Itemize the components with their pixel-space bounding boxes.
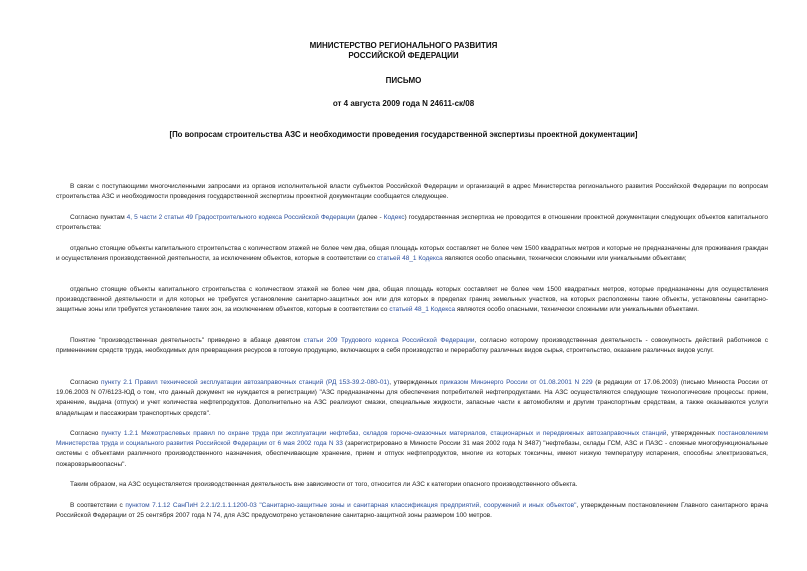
text-segment: Согласно (70, 379, 102, 386)
link-safety-rules-1-2-1[interactable]: пункту 1.2.1 Межотраслевых правил по охране труда при эксплуатации нефтебаз, складов горюче-смазочных материалов, стационарных и передвижных автозаправочных станций (101, 430, 667, 437)
document-type: ПИСЬМО (385, 76, 422, 85)
paragraph-intro: В связи с поступающими многочисленными запросами из органов исполнительной власти субъектов Российской Федерации и организаций в адрес Министерства регионального развития Российской Федерации по вопросам строительства АЗС и необходимости проведения государственной экспертизы проектной документации сообщается следующее. (56, 183, 768, 201)
text-segment: , утвержденных (666, 430, 718, 437)
text-segment: Согласно (70, 430, 102, 437)
link-article-48-1[interactable]: статьей 48_1 Кодекса (389, 306, 456, 314)
ministry-line-2: РОССИЙСКОЙ ФЕДЕРАЦИИ (348, 51, 459, 60)
text-segment: , утвержденных (389, 379, 440, 386)
text-segment: , согласно которому производственная деятельность - совокупность действий работников с применением средств труда, необходимых для превращения ресурсов в готовую продукцию, включающих в себя производство и переработку различных видов сырья, строительство, оказание различных видов услуг. (56, 337, 768, 355)
link-mintrud-resolution-33[interactable]: постановлением Министерства труда и социального развития Российской Федерации от 6 мая 2002 года N 33 (56, 430, 768, 448)
paragraph-production-activity (56, 336, 768, 356)
document-date: от 4 августа 2009 года N 24611-ск/08 (332, 99, 475, 108)
ministry-line-1: МИНИСТЕРСТВО РЕГИОНАЛЬНОГО РАЗВИТИЯ (309, 41, 498, 50)
text-segment: (зарегистрировано в Минюсте России 31 мая 2002 года N 3487) "нефтебазы, склады ГСМ, АЗС и ПАЗС - сложные многофункциональные системы с объектами различного производственного назначения, обеспечивающие хранение, прием и отпуск нефтепродуктов, многие из которых токсичны, имеют низкую температуру испарения, способны электризоваться, пожаровзрывоопасны". (56, 440, 768, 468)
paragraph-conclusion: Таким образом, на АЗС осуществляется производственная деятельность вне зависимости от того, относится ли АЗС к категории опасного производственного объекта. (70, 481, 578, 488)
link-kodeks[interactable]: Кодекс (383, 214, 405, 221)
text-segment: В соответствии с (70, 502, 126, 509)
paragraph-article-49 (56, 213, 768, 233)
text-segment: (далее - (354, 214, 384, 221)
text-segment: являются особо опасными, технически сложными или уникальными объектами. (455, 306, 699, 314)
text-segment: отдельно стоящие объекты капитального строительства с количеством этажей не более чем два, общая площадь которых составляет не более чем 1500 квадратных метров, которые предназначены для осуществления производственной деятельности и для которых не требуется установление санитарно-защитных зон или для которых в пределах границ земельных участков, на которых расположены такие объекты, установлены санитарно-защитные зоны или требуется установление таких зон, за исключением объектов, которые в соответствии со (56, 286, 768, 314)
link-article-48-1[interactable]: статьей 48_1 Кодекса (377, 255, 443, 263)
paragraph-exemption-2 (56, 285, 768, 316)
text-segment: Согласно пунктам (70, 214, 127, 221)
text-segment: Понятие "производственная деятельность" приведено в абзаце девятом (70, 337, 304, 344)
text-segment: (в редакции от 17.06.2003) (письмо Минюста России от 19.06.2003 N 07/6123-ЮД о том, что данный документ не нуждается в регистрации) "АЗС предназначены для обеспечения потребителей нефтепродуктами. На АЗС осуществляются следующие технологические процессы: прием, хранение, выдача (отпуск) и учет количества нефтепродуктов. Дополнительно на АЗС реализуют смазки, специальные жидкости, запасные части к автомобилям и другим транспортным средствам, а также оказываются услуги владельцам и пассажирам транспортных средств". (56, 379, 768, 417)
text-segment: , утвержденным постановлением Главного санитарного врача Российской Федерации от 25 сентября 2007 года N 74, для АЗС предусмотрено установление санитарно-защитной зоны размером 100 метров. (56, 502, 768, 520)
document-subject: [По вопросам строительства АЗС и необходимости проведения государственной экспертизы проектной документации] (169, 130, 638, 139)
paragraph-safety-rules (56, 429, 768, 470)
paragraph-azs-rules (56, 378, 768, 419)
text-segment: ) государственная экспертиза не проводится в отношении проектной документации следующих объектов капитального строительства: (56, 214, 768, 232)
link-sanpin-7-1-12[interactable]: пунктом 7.1.12 СанПиН 2.2.1/2.1.1.1200-03 "Санитарно-защитные зоны и санитарная классификация предприятий, сооружений и иных объектов" (125, 502, 577, 509)
text-segment: отдельно стоящие объекты капитального строительства с количеством этажей не более чем два, общая площадь которых составляет не более чем 1500 квадратных метров и которые не предназначены для проживания граждан и осуществления производственной деятельности, за исключением объектов, которые в соответствии со (56, 245, 768, 263)
link-labor-code-209[interactable]: статьи 209 Трудового кодекса Российской Федерации (303, 337, 475, 344)
paragraph-sanpin (56, 501, 768, 521)
link-azs-rules-2-1[interactable]: пункту 2.1 Правил технической эксплуатации автозаправочных станций (РД 153-39.2-080-01) (101, 379, 390, 386)
paragraph-exemption-1 (56, 244, 768, 264)
text-segment: являются особо опасными, технически сложными или уникальными объектами; (442, 255, 687, 263)
link-minenergo-order-229[interactable]: приказом Минэнерго России от 01.08.2001 N 229 (439, 379, 593, 386)
link-article-49-gradcode[interactable]: 4, 5 части 2 статьи 49 Градостроительного кодекса Российской Федерации (126, 214, 355, 221)
